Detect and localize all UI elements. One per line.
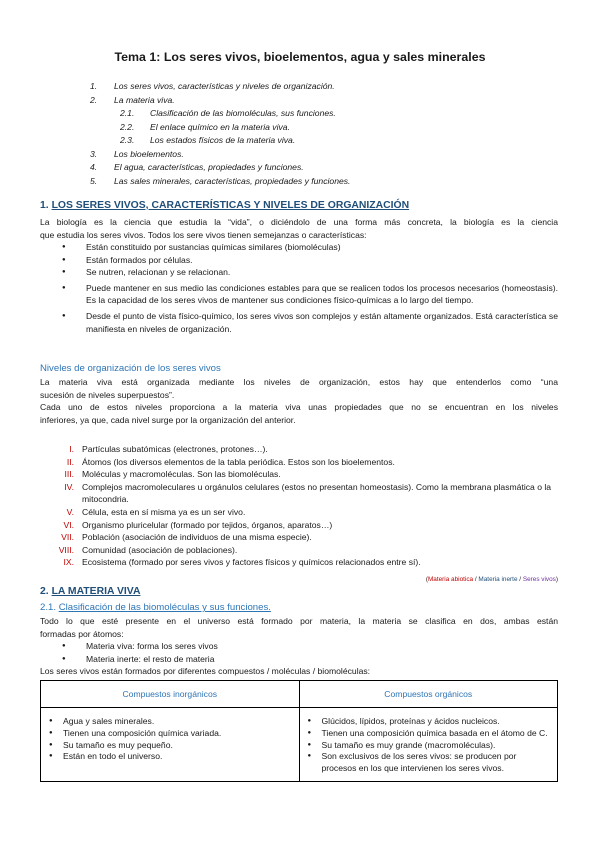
toc-item <box>90 175 350 189</box>
subsection-number: 2.1. <box>40 602 57 613</box>
list-item: ● Tienen una composición química basada en el átomo de C. <box>306 728 552 740</box>
level-text: Complejos macromoleculares u orgánulos celulares (estos no presentan homeostasis). Como la membrana plasmática o la mitocondria. <box>82 481 552 505</box>
roman-numeral: VI. <box>63 519 74 530</box>
paragraph-line: inferiores, ya que, cada nivel surge por la organización del anterior. <box>40 414 296 425</box>
document-title: Tema 1: Los seres vivos, bioelementos, agua y sales minerales <box>114 50 486 64</box>
level-item <box>40 506 558 519</box>
subsection-title: Clasificación de las biomoléculas y sus funciones. <box>58 602 271 613</box>
toc-text: Las sales minerales, características, propiedades y funciones. <box>114 175 351 186</box>
toc-number: 2.2. <box>120 121 135 132</box>
compounds-table <box>40 680 558 782</box>
subsection-2-1-heading <box>40 602 558 613</box>
roman-numeral: V. <box>66 506 74 517</box>
level-item <box>40 556 558 569</box>
toc-subitem <box>90 121 350 135</box>
level-text: Organismo pluricelular (formado por tejidos, órganos, aparatos…) <box>82 519 333 530</box>
list-item: ● Están en todo el universo. <box>47 751 293 763</box>
toc-text: El enlace químico en la materia viva. <box>150 121 290 132</box>
section-number: 2. <box>40 586 49 597</box>
toc-item <box>90 161 350 175</box>
list-item: ● Puede mantener en sus medio las condiciones estables para que se realicen todos los procesos necesarios (homeostasis). Es la capacidad de los seres vivos de mantener sus condiciones físico-químicas a lo largo del tiempo. <box>40 282 558 307</box>
level-text: Célula, esta en sí misma ya es un ser vivo. <box>82 506 246 517</box>
level-text: Comunidad (asociación de poblaciones). <box>82 544 238 555</box>
table-of-contents <box>90 80 350 188</box>
paragraph-line: Cada uno de estos niveles proporciona a la materia viva unas propiedades que no se encuentran en los niveles <box>40 402 558 413</box>
toc-number: 2.1. <box>120 108 135 118</box>
toc-item <box>90 94 350 108</box>
legend-paren: ) <box>555 576 558 583</box>
legend-materia-inerte: Materia inerte <box>478 576 518 583</box>
section-2-intro <box>40 615 558 678</box>
toc-number: 3. <box>90 148 98 159</box>
paragraph-line: Los seres vivos están formados por diferentes compuestos / moléculas / biomoléculas: <box>40 666 371 677</box>
toc-number: 2. <box>90 94 98 105</box>
level-text: Átomos (los diversos elementos de la tabla periódica. Estos son los bioelementos. <box>82 456 395 467</box>
paragraph-line: La biología es la ciencia que estudia la “vida”, o diciéndolo de una forma más concreta, la biología es la ciencia <box>40 217 558 227</box>
legend-separator: / <box>473 576 479 583</box>
paragraph-line: sucesión de niveles superpuestos”. <box>40 389 175 400</box>
toc-number: 4. <box>90 162 98 172</box>
level-item <box>40 481 558 506</box>
level-text: Ecosistema (formado por seres vivos y factores físicos y químicos relacionados entre sí). <box>82 557 421 568</box>
toc-subitem <box>90 134 350 148</box>
level-text: Moléculas y macromoléculas. Son las biomoléculas. <box>82 469 281 480</box>
list-item: ● Tienen una composición química variada. <box>47 728 293 740</box>
toc-item <box>90 80 350 94</box>
section-1-intro <box>40 216 558 241</box>
toc-text: Clasificación de las biomoléculas, sus funciones. <box>150 108 336 118</box>
legend-separator: / <box>517 576 523 583</box>
roman-numeral: IV. <box>64 481 74 492</box>
paragraph-line: formadas por átomos: <box>40 628 124 639</box>
level-item <box>40 544 558 557</box>
color-legend <box>40 576 558 583</box>
level-text: Población (asociación de individuos de una misma especie). <box>82 532 312 543</box>
table-row <box>41 708 558 782</box>
toc-subitem <box>90 107 350 121</box>
list-item: ● Se nutren, relacionan y se relacionan. <box>40 266 558 279</box>
roman-numeral: III. <box>64 469 74 480</box>
toc-text: La materia viva. <box>114 94 175 105</box>
level-item <box>40 468 558 481</box>
paragraph-line: que estudia los seres vivos. Todos los sere vivos tienen semejanzas o características: <box>40 229 367 240</box>
level-item <box>40 443 558 456</box>
header-inorganic: Compuestos inorgánicos <box>41 681 300 708</box>
list-item: ● Materia viva: forma los seres vivos <box>40 640 558 653</box>
list-item: ● Desde el punto de vista físico-químico, los seres vivos son complejos y están altamente organizados. Está característica se manifiesta en niveles de organización. <box>40 310 558 335</box>
roman-numeral: VIII. <box>58 544 74 555</box>
section-title: LOS SERES VIVOS, CARACTERÍSTICAS Y NIVELES DE ORGANIZACIÓN <box>51 200 410 211</box>
section-number: 1. <box>40 200 49 211</box>
legend-materia-abiotica: Materia abiotica <box>427 576 474 583</box>
organic-cell <box>299 708 558 782</box>
level-text: Partículas subatómicas (electrones, protones…). <box>82 444 268 454</box>
list-item: ● Están formados por células. <box>40 254 558 267</box>
toc-number: 1. <box>90 81 98 91</box>
list-item: ● Glúcidos, lípidos, proteínas y ácidos nucleicos. <box>306 716 552 728</box>
legend-seres-vivos: Seres vivos <box>522 576 556 583</box>
paragraph-line: La materia viva está organizada mediante los niveles de organización, estos hay que entenderlos como “una <box>40 377 558 387</box>
toc-item <box>90 148 350 162</box>
list-item: ● Materia inerte: el resto de materia <box>40 653 558 666</box>
roman-numeral: IX. <box>63 557 74 568</box>
toc-text: Los bioelementos. <box>114 148 184 159</box>
toc-text: El agua, características, propiedades y funciones. <box>114 162 304 172</box>
section-title: LA MATERIA VIVA <box>51 586 141 597</box>
toc-text: Los seres vivos, características y niveles de organización. <box>114 81 335 91</box>
legend-paren: ( <box>425 576 428 583</box>
paragraph-line: Todo lo que esté presente en el universo está formado por materia, la materia se clasifica en dos, ambas están <box>40 616 558 626</box>
levels-subheading: Niveles de organización de los seres vivos <box>40 363 221 374</box>
header-organic: Compuestos orgánicos <box>299 681 558 708</box>
level-item <box>40 531 558 544</box>
toc-number: 5. <box>90 175 98 186</box>
toc-number: 2.3. <box>120 135 135 145</box>
section-1-heading <box>40 200 558 211</box>
list-item: ● Su tamaño es muy pequeño. <box>47 740 293 752</box>
table-header-row <box>41 681 558 708</box>
list-item: ● Son exclusivos de los seres vivos: se producen por procesos en los que intervienen los seres vivos. <box>306 751 552 775</box>
levels-intro <box>40 376 558 426</box>
inorganic-cell <box>41 708 300 782</box>
organization-levels-list <box>40 443 558 569</box>
roman-numeral: I. <box>69 444 74 454</box>
section-2-heading <box>40 586 558 597</box>
roman-numeral: II. <box>66 456 74 467</box>
section-1-bullets <box>40 241 558 335</box>
level-item <box>40 519 558 532</box>
list-item: ● Su tamaño es muy grande (macromoléculas). <box>306 740 552 752</box>
roman-numeral: VII. <box>61 532 74 543</box>
list-item: ● Agua y sales minerales. <box>47 716 293 728</box>
toc-text: Los estados físicos de la materia viva. <box>150 135 296 145</box>
list-item: ● Están constituido por sustancias químicas similares (biomoléculas) <box>40 241 558 254</box>
level-item <box>40 456 558 469</box>
